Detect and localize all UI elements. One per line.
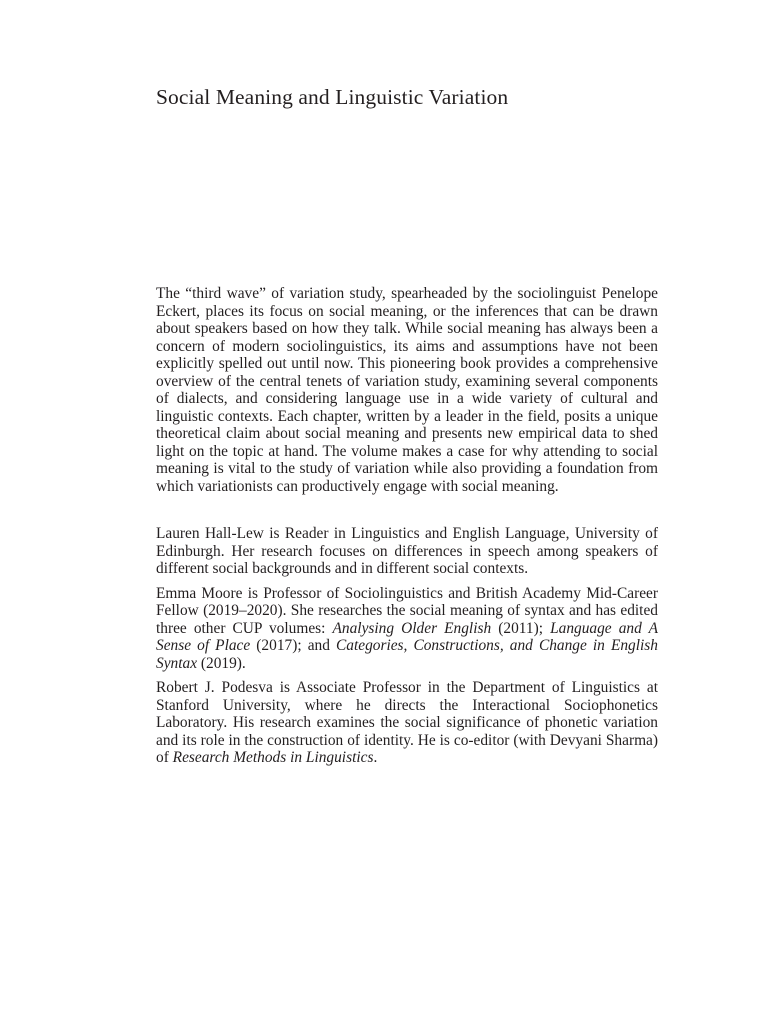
editor-biographies bbox=[156, 525, 658, 774]
book-categories-constructions: Categories, Constructions, and Change in English Syntax bbox=[156, 637, 658, 672]
bio-podesva-text: . bbox=[373, 749, 378, 766]
book-title: Social Meaning and Linguistic Variation bbox=[156, 85, 509, 109]
book-analysing-older-english: Analysing Older English bbox=[332, 619, 492, 637]
bio-podesva-text: Robert J. Podesva is Associate Professor in the Department of Linguistics at Stanford University, where he directs the Interactional Sociophonetics Laboratory. His research examines the social significance of phonetic variation and its role in the construction of identity. He is co-editor (with Devyani Sharma) of bbox=[156, 679, 658, 766]
bio-podesva bbox=[156, 679, 658, 767]
bio-moore-text: (2011); bbox=[491, 619, 551, 637]
book-research-methods: Research Methods in Linguistics bbox=[172, 749, 374, 766]
bio-hall-lew: Lauren Hall-Lew is Reader in Linguistics and English Language, University of Edinburgh. Her research focuses on differences in speech among speakers of different social backgrounds and in different social contexts. bbox=[156, 525, 658, 577]
bio-moore bbox=[156, 585, 658, 673]
bio-moore-text: (2017); and bbox=[250, 637, 336, 654]
bio-moore-text: (2019). bbox=[197, 654, 246, 672]
bio-moore-text: Emma Moore is Professor of Sociolinguistics and British Academy Mid-Career Fellow (2019–2020). She researches the social meaning of syntax and has edited three other CUP volumes: bbox=[156, 584, 658, 637]
book-description: The “third wave” of variation study, spearheaded by the sociolinguist Penelope Eckert, places its focus on social meaning, or the inferences that can be drawn about speakers based on how they talk. While social meaning has always been a concern of modern sociolinguistics, its aims and assumptions have not been explicitly spelled out until now. This pioneering book provides a comprehensive overview of the central tenets of variation study, examining several components of dialects, and considering language use in a wide variety of cultural and linguistic contexts. Each chapter, written by a leader in the field, posits a unique theoretical claim about social meaning and presents new empirical data to shed light on the topic at hand. The volume makes a case for why attending to social meaning is vital to the study of variation while also providing a foundation from which variationists can productively engage with social meaning. bbox=[156, 285, 658, 495]
book-language-sense-of-place: Language and A Sense of Place bbox=[156, 619, 659, 654]
